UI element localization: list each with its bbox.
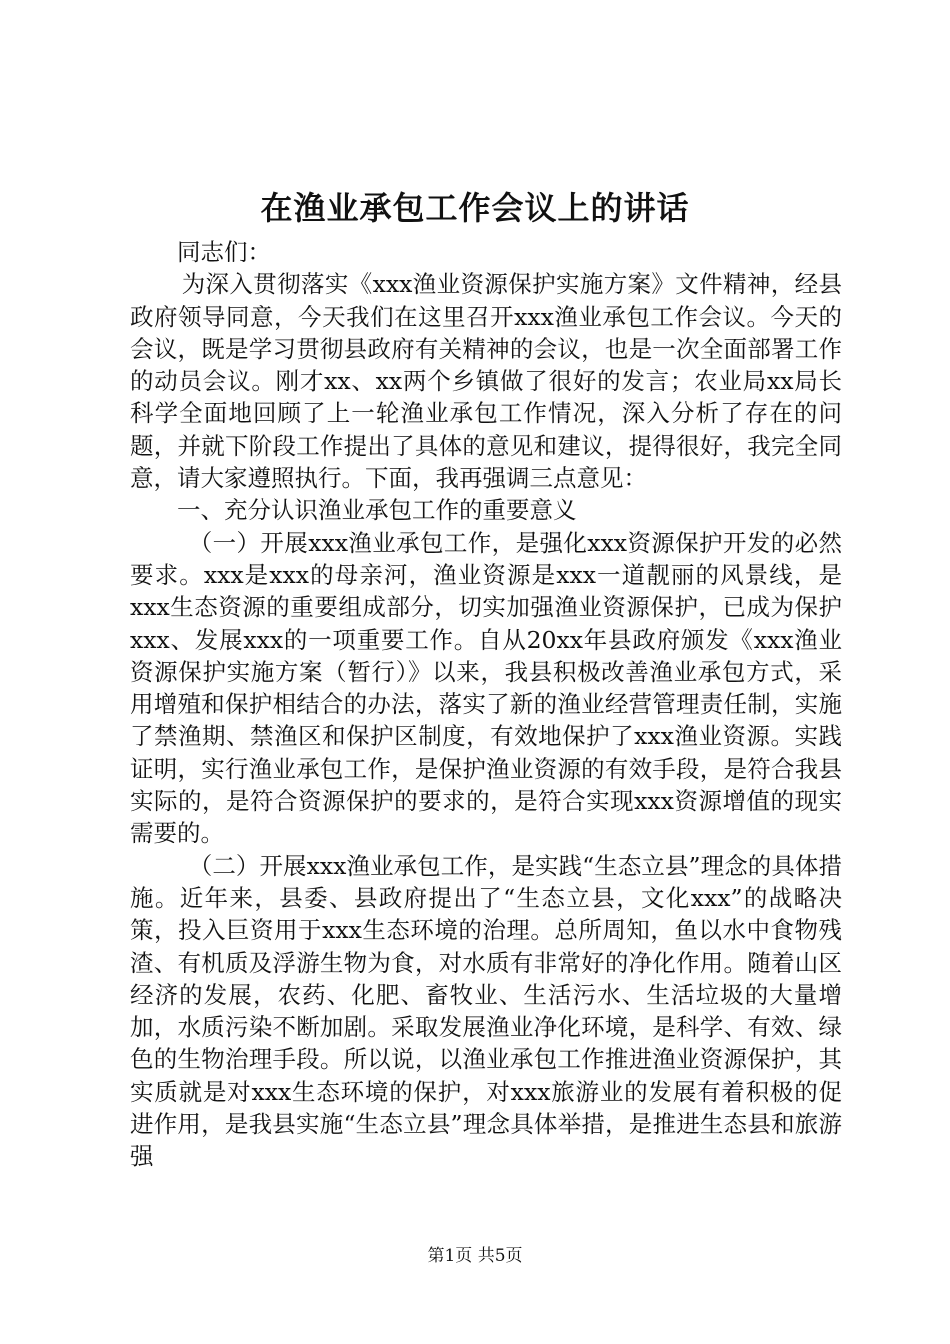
paragraph-intro: 为深入贯彻落实《xxx渔业资源保护实施方案》文件精神，经县政府领导同意，今天我们在这里召开xxx渔业承包工作会议。今天的会议，既是学习贯彻县政府有关精神的会议，也是一次全面部署工作的动员会议。刚才xx、xx两个乡镇做了很好的发言；农业局xx局长科学全面地回顾了上一轮渔业承包工作情况，深入分析了存在的问题，并就下阶段工作提出了具体的意见和建议，提得很好，我完全同意，请大家遵照执行。下面，我再强调三点意见： xyxy=(130,270,842,493)
section-heading-1: 一、充分认识渔业承包工作的重要意义 xyxy=(177,496,577,525)
document-title: 在渔业承包工作会议上的讲话 xyxy=(260,189,690,227)
paragraph-subsection-2: （二）开展xxx渔业承包工作，是实践“生态立县”理念的具体措施。近年来，县委、县政府提出了“生态立县，文化xxx”的战略决策，投入巨资用于xxx生态环境的治理。总所周知，鱼以水中食物残渣、有机质及浮游生物为食，对水质有非常好的净化作用。随着山区经济的发展，农药、化肥、畜牧业、生活污水、生活垃圾的大量增加，水质污染不断加剧。采取发展渔业净化环境，是科学、有效、绿色的生物治理手段。所以说，以渔业承包工作推进渔业资源保护，其实质就是对xxx生态环境的保护，对xxx旅游业的发展有着积极的促进作用，是我县实施“生态立县”理念具体举措，是推进生态县和旅游强 xyxy=(130,851,842,1171)
paragraph-subsection-1: （一）开展xxx渔业承包工作，是强化xxx资源保护开发的必然要求。xxx是xxx的母亲河，渔业资源是xxx一道靓丽的风景线，是xxx生态资源的重要组成部分，切实加强渔业资源保护，已成为保护xxx、发展xxx的一项重要工作。自从20xx年县政府颁发《xxx渔业资源保护实施方案（暂行）》以来，我县积极改善渔业承包方式，采用增殖和保护相结合的办法，落实了新的渔业经营管理责任制，实施了禁渔期、禁渔区和保护区制度，有效地保护了xxx渔业资源。实践证明，实行渔业承包工作，是保护渔业资源的有效手段，是符合我县实际的，是符合资源保护的要求的，是符合实现xxx资源增值的现实需要的。 xyxy=(130,528,842,848)
page-number-footer: 第1页 共5页 xyxy=(427,1246,523,1266)
greeting: 同志们： xyxy=(177,238,271,266)
document-body xyxy=(130,236,842,1173)
